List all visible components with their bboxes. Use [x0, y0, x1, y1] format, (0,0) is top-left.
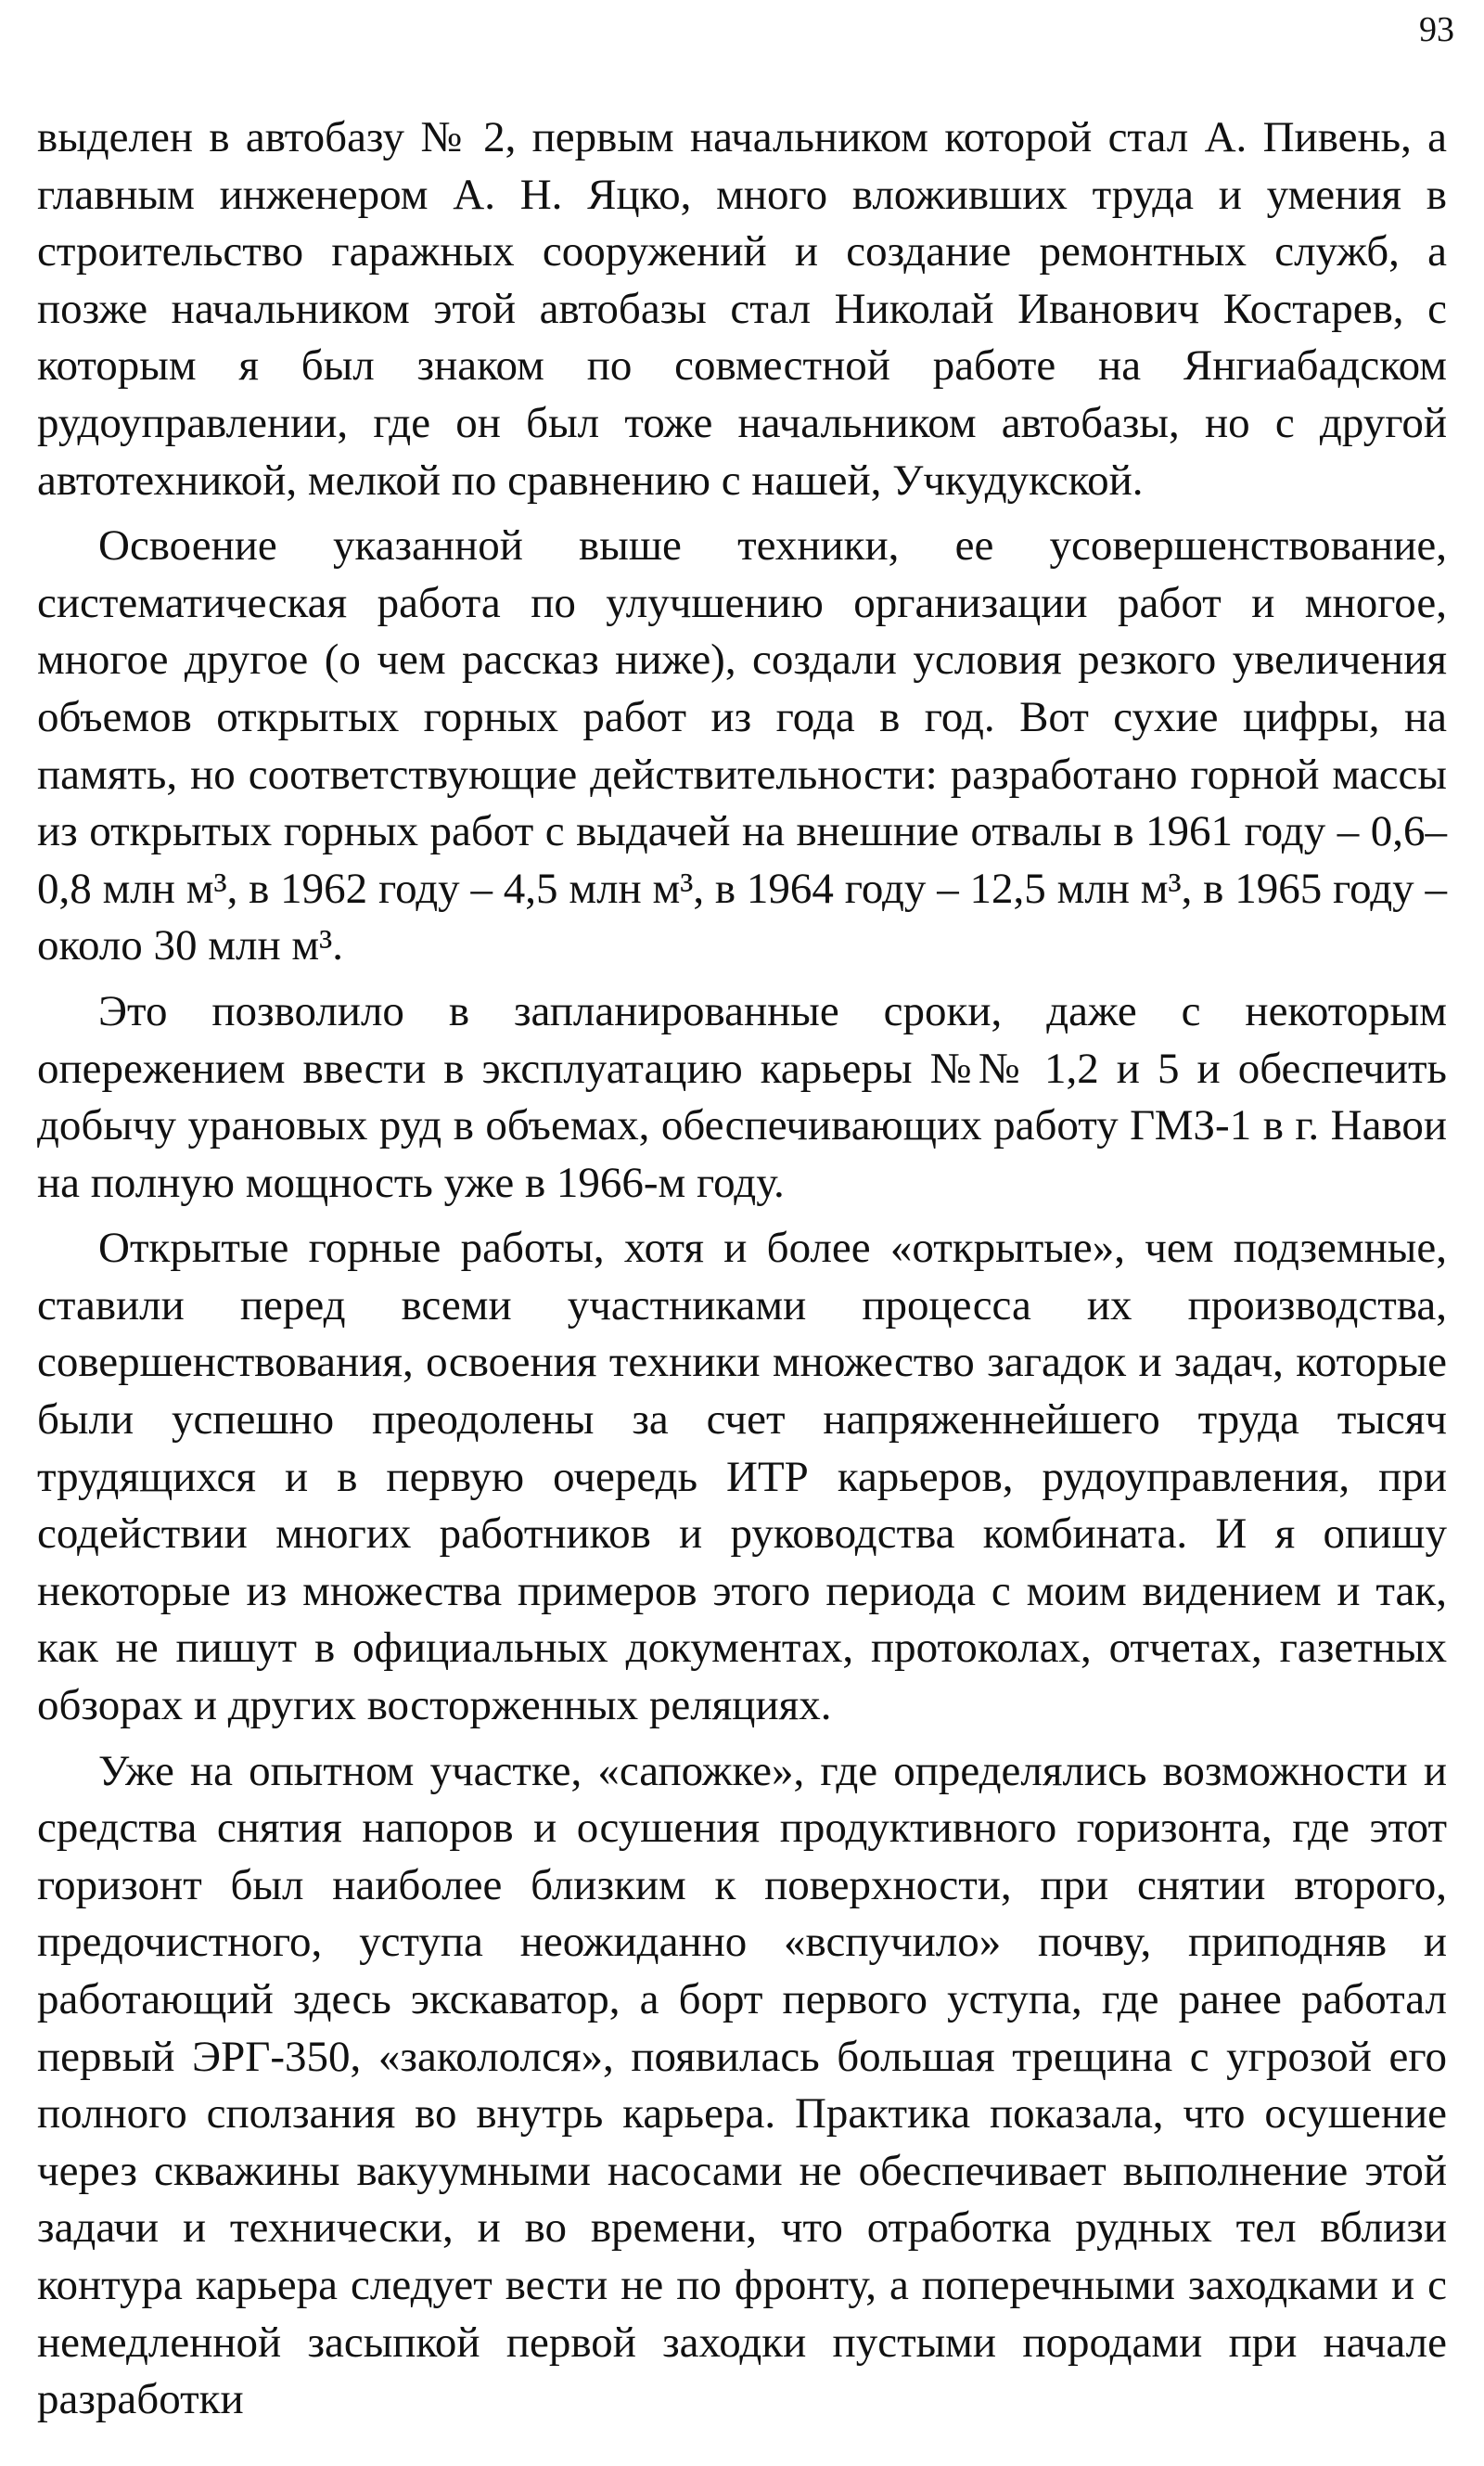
- paragraph-5: Уже на опытном участке, «сапожке», где определялись возможности и средства снятия напоров и осушения продуктивного горизонта, где этот горизонт был наиболее близким к поверхности, при снятии второго, предочистного, уступа неожиданно «вспучило» почву, приподняв и работающий здесь экскаватор, а борт первого уступа, где ранее работал первый ЭРГ-350, «закололся», появилась большая трещина с угрозой его полного сползания во внутрь карьера. Практика показала, что осушение через скважины вакуумными насосами не обеспечивает выполнение этой задачи и технически, и во времени, что отработка рудных тел вблизи контура карьера следует вести не по фронту, а поперечными заходками и с немедленной засыпкой первой заходки пустыми породами при начале разработки: [37, 1746, 1447, 2424]
- body-text: [37, 109, 1447, 2429]
- paragraph-4: Открытые горные работы, хотя и более «открытые», чем подземные, ставили перед всеми участниками процесса их производства, совершенствования, освоения техники множество загадок и задач, которые были успешно преодолены за счет напряженнейшего труда тысяч трудящихся и в первую очередь ИТР карьеров, рудоуправления, при содействии многих работников и руководства комбината. И я опишу некоторые из множества примеров этого периода с моим видением и так, как не пишут в официальных документах, протоколах, отчетах, газетных обзорах и других восторженных реляциях.: [37, 1224, 1447, 1730]
- paragraph-2: Освоение указанной выше техники, ее усовершенствование, систематическая работа по улучшению организации работ и многое, многое другое (о чем рассказ ниже), создали условия резкого увеличения объемов открытых горных работ из года в год. Вот сухие цифры, на память, но соответствующие действительности: разработано горной массы из открытых горных работ с выдачей на внешние отвалы в 1961 году – 0,6–0,8 млн м³, в 1962 году – 4,5 млн м³, в 1964 году – 12,5 млн м³, в 1965 году – около 30 млн м³.: [37, 521, 1447, 970]
- paragraph-3: Это позволило в запланированные сроки, даже с некоторым опережением ввести в эксплуатацию карьеры №№ 1,2 и 5 и обеспечить добычу урановых руд в объемах, обеспечивающих работу ГМЗ-1 в г. Навои на полную мощность уже в 1966-м году.: [37, 986, 1447, 1207]
- page-number: 93: [1419, 10, 1454, 49]
- paragraph-1: выделен в автобазу № 2, первым начальником которой стал А. Пивень, а главным инженером А. Н. Яцко, много вложивших труда и умения в строительство гаражных сооружений и создание ремонтных служб, а позже начальником этой автобазы стал Николай Иванович Костарев, с которым я был знаком по совместной работе на Янгиабадском рудоуправлении, где он был тоже начальником автобазы, но с другой автотехникой, мелкой по сравнению с нашей, Учкудукской.: [37, 113, 1447, 505]
